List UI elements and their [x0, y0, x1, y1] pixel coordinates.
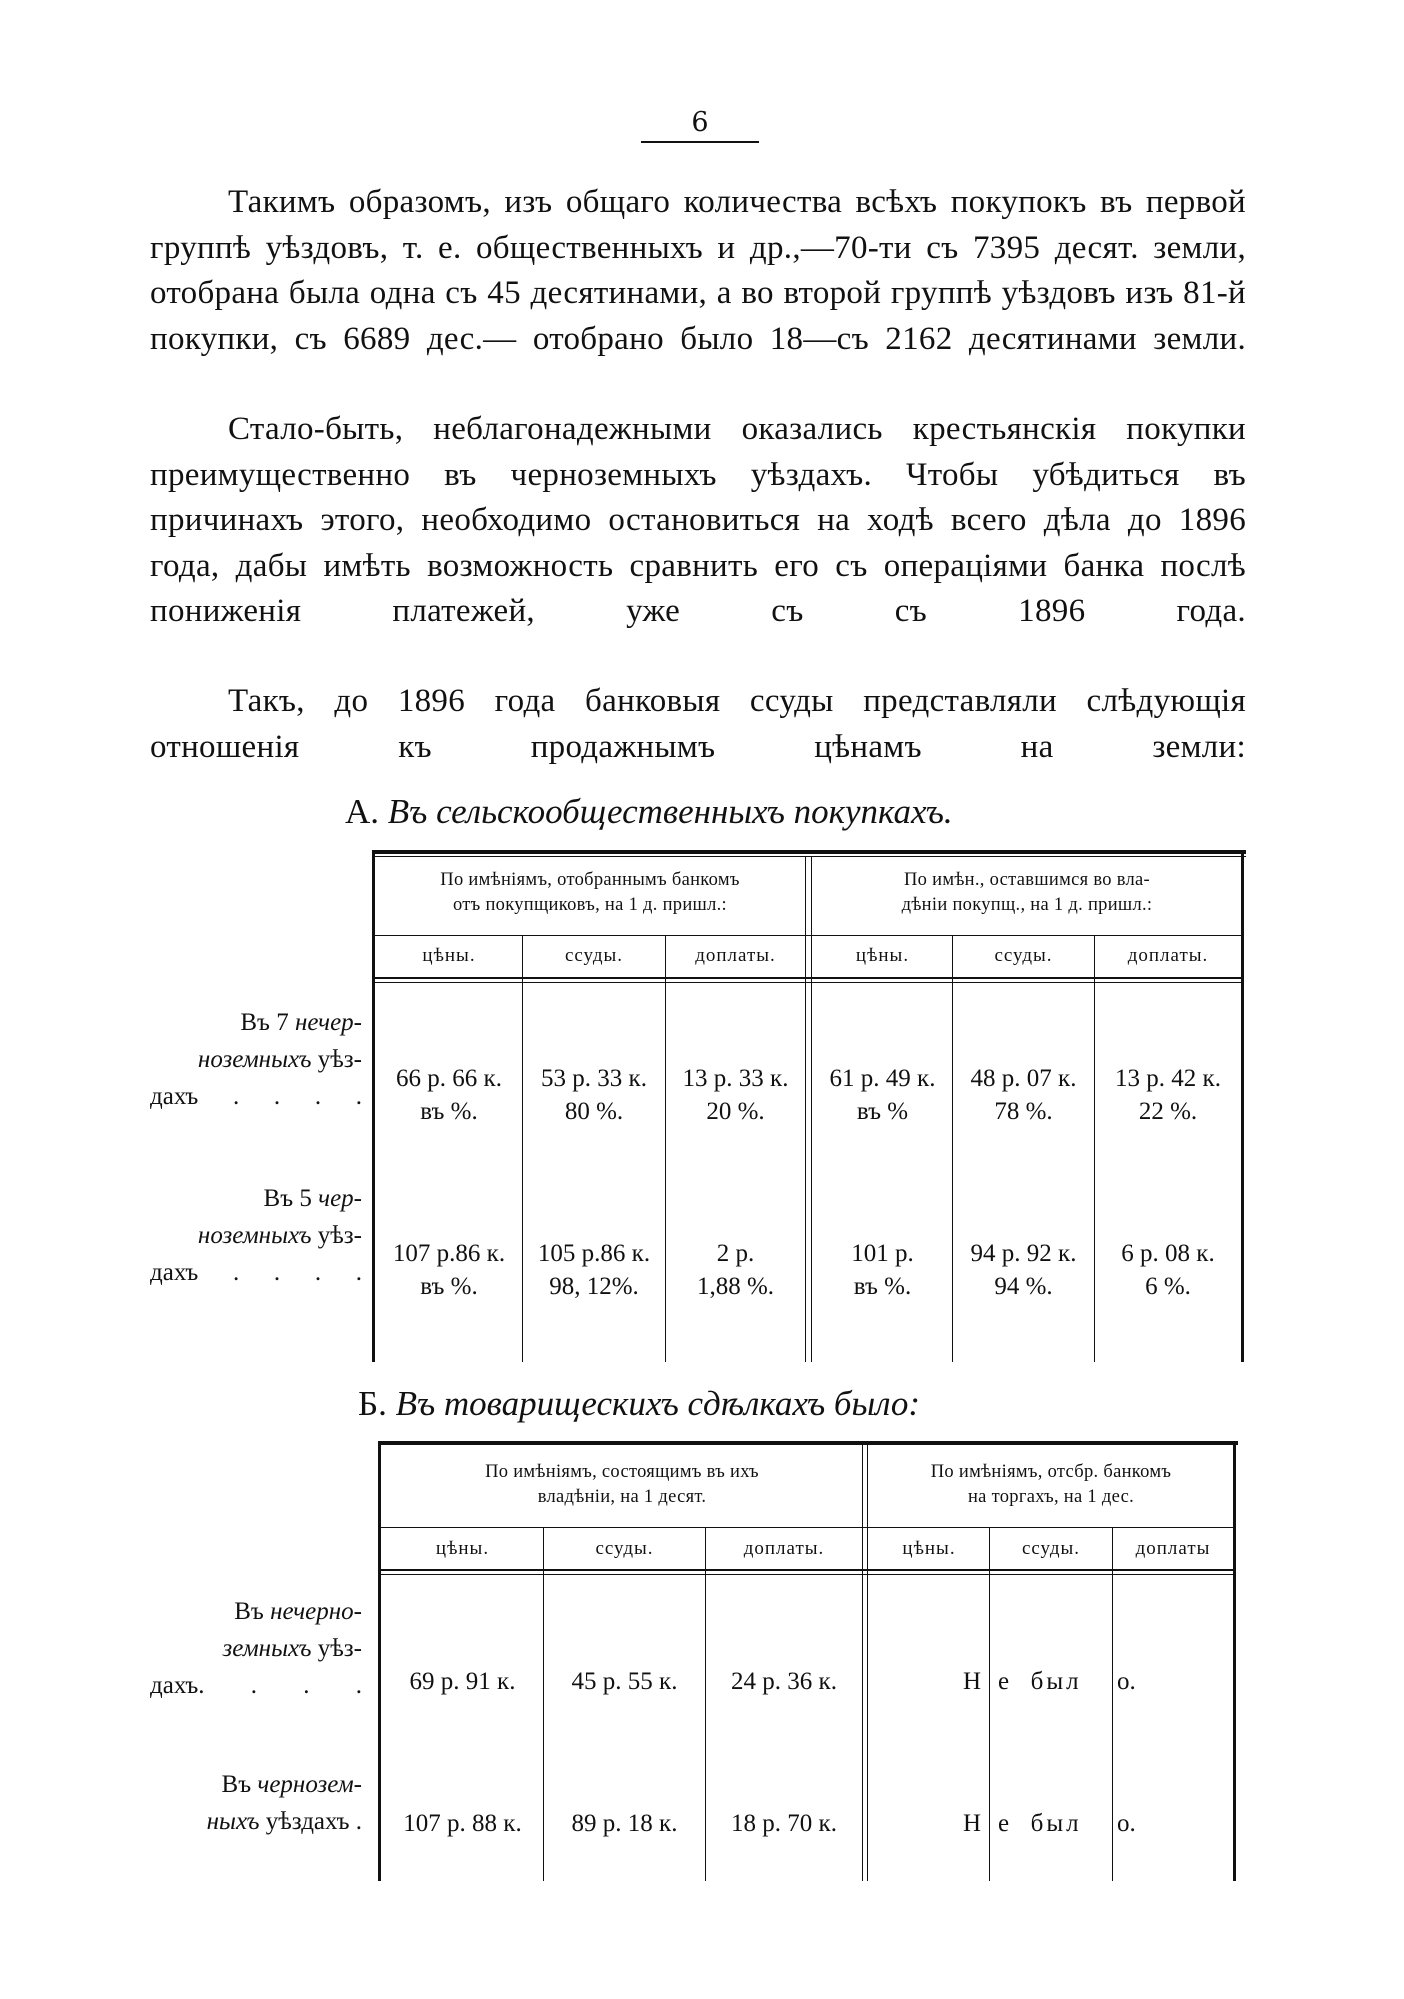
table-b-cell: 45 р. 55 к. — [571, 1668, 678, 1695]
cell-amount: 2 р. — [716, 1240, 755, 1267]
table-b-cell: 18 р. 70 к. — [731, 1810, 837, 1837]
table-a-caption: Въ сельскообщественныхъ покупкахъ. — [387, 792, 953, 831]
cell-percent: въ %. — [853, 1273, 912, 1300]
label-italic: чер- — [318, 1185, 362, 1212]
table-b-col-header: ссуды. — [595, 1538, 654, 1559]
label-italic: нечер- — [294, 1009, 362, 1036]
label-suffix: уѣз- — [317, 1635, 362, 1662]
table-b-group-header-1 — [382, 1460, 862, 1510]
label-prefix: Въ — [221, 1771, 252, 1798]
table-b-col-header: ссуды. — [1021, 1538, 1081, 1559]
label-italic: ныхъ — [206, 1808, 260, 1835]
group-header-line: дѣніи покупщ., на 1 д. пришл.: — [901, 895, 1153, 915]
cell-amount: 107 р.86 к. — [392, 1240, 506, 1267]
label-italic: ноземныхъ — [197, 1222, 312, 1249]
table-a-cell — [953, 1062, 1094, 1128]
table-a-cell — [666, 1237, 805, 1303]
label-italic: ноземныхъ — [197, 1046, 312, 1073]
label-italic: чернозем- — [257, 1771, 362, 1798]
cell-percent: 94 %. — [994, 1273, 1053, 1300]
table-a-row-label — [150, 1180, 362, 1291]
cell-percent: 6 %. — [1145, 1273, 1191, 1300]
table-b-group-header-2 — [869, 1460, 1233, 1510]
paragraph-text: Стало-быть, неблагонадежными оказались крестьянскія покупки преимущественно въ черноземныхъ уѣздахъ. Чтобы убѣдиться въ причинахъ этого, необходимо остановиться на ходѣ всего дѣла до 1896 года, дабы имѣть возможность сравнить его съ операціями банка послѣ пониженія платежей, уже съ съ 1896 года. — [150, 411, 1246, 629]
page-number-rule — [641, 141, 759, 143]
page-number: 6 — [691, 107, 709, 138]
cell-amount: 53 р. 33 к. — [541, 1065, 647, 1092]
table-a-cell — [523, 1237, 665, 1303]
table-a-group-header-2 — [813, 868, 1241, 918]
label-prefix: Въ 7 — [240, 1009, 289, 1036]
table-b-not-available-part: Н — [963, 1810, 982, 1837]
table-b-not-available-part: е был — [998, 1668, 1082, 1695]
paragraph-2 — [150, 407, 1246, 680]
table-a-letter: А. — [345, 792, 380, 831]
table-a-row-label — [150, 1004, 362, 1115]
paragraph-1 — [150, 180, 1246, 408]
table-a-col-header: ссуды. — [994, 945, 1053, 966]
group-header-line: По имѣн., оставшимся во вла- — [903, 870, 1151, 890]
table-a-col-header: доплаты. — [1127, 945, 1209, 966]
label-prefix: Въ — [234, 1598, 264, 1625]
label-italic: нечерно- — [270, 1598, 362, 1625]
label-suffix: уѣздахъ . — [265, 1808, 362, 1835]
table-a-cell — [953, 1237, 1094, 1303]
cell-percent: 98, 12%. — [549, 1273, 639, 1300]
table-b-col-header: цѣны. — [902, 1538, 956, 1559]
cell-amount: 66 р. 66 к. — [396, 1065, 502, 1092]
table-a-col-header: цѣны. — [422, 945, 476, 966]
cell-percent: 20 %. — [706, 1098, 765, 1125]
table-a-cell — [376, 1237, 522, 1303]
cell-percent: 1,88 %. — [696, 1273, 775, 1300]
paragraph-text: Такъ, до 1896 года банковыя ссуды представляли слѣдующія отношенія къ продажнымъ цѣнамъ на земли: — [150, 683, 1246, 765]
table-b-not-available-part: е был — [998, 1810, 1082, 1837]
table-a-col-header: доплаты. — [695, 945, 776, 966]
table-a-cell — [376, 1062, 522, 1128]
cell-amount: 48 р. 07 к. — [970, 1065, 1077, 1092]
table-b-row-label — [150, 1593, 362, 1704]
table-b-cell: 89 р. 18 к. — [571, 1810, 678, 1837]
cell-amount: 94 р. 92 к. — [970, 1240, 1077, 1267]
label-line: дахъ . . . . — [150, 1259, 362, 1286]
cell-amount: 6 р. 08 к. — [1121, 1240, 1215, 1267]
group-header-line: По имѣніямъ, отобраннымъ банкомъ — [440, 870, 740, 890]
table-a-cell — [813, 1237, 952, 1303]
paragraph-text: Такимъ образомъ, изъ общаго количества всѣхъ покупокъ въ первой группѣ уѣздовъ, т. е. общественныхъ и др.,—70-ти съ 7395 десят. земли, отобрана была одна съ 45 десятинами, а во второй группѣ уѣздовъ изъ 81-й покупки, съ 6689 дес.— отобрано было 18—съ 2162 десятинами земли. — [150, 184, 1246, 357]
table-a-cell — [523, 1062, 665, 1128]
cell-percent: въ %. — [420, 1098, 478, 1125]
cell-amount: 13 р. 33 к. — [682, 1065, 789, 1092]
table-b-cell: 24 р. 36 к. — [731, 1668, 837, 1695]
label-prefix: Въ 5 — [263, 1185, 312, 1212]
cell-percent: въ % — [856, 1098, 909, 1125]
label-italic: земныхъ — [222, 1635, 312, 1662]
table-a-cell — [813, 1062, 952, 1128]
label-suffix: уѣз- — [317, 1222, 362, 1249]
group-header-line: владѣніи, на 1 десят. — [537, 1487, 707, 1507]
table-a-col-header: цѣны. — [855, 945, 910, 966]
table-b-letter: Б. — [358, 1384, 387, 1423]
table-b-col-header: цѣны. — [435, 1538, 490, 1559]
cell-amount: 13 р. 42 к. — [1115, 1065, 1221, 1092]
group-header-line: По имѣніямъ, отсбр. банкомъ — [930, 1462, 1172, 1482]
label-line: дахъ. . . . — [150, 1672, 362, 1699]
table-b-not-available-part: о. — [1117, 1668, 1136, 1695]
table-b-col-header: доплаты. — [743, 1538, 825, 1559]
label-line: дахъ . . . . — [150, 1083, 362, 1110]
cell-amount: 101 р. — [851, 1240, 914, 1267]
group-header-line: отъ покупщиковъ, на 1 д. пришл.: — [452, 895, 727, 915]
cell-amount: 61 р. 49 к. — [829, 1065, 936, 1092]
table-a-col-header: ссуды. — [564, 945, 624, 966]
table-b-title — [358, 1384, 920, 1424]
table-b-caption: Въ товарищескихъ сдѣлкахъ было: — [395, 1384, 921, 1423]
table-a-cell — [1095, 1062, 1241, 1128]
cell-percent: 78 %. — [994, 1098, 1053, 1125]
cell-percent: въ %. — [420, 1273, 478, 1300]
table-a-cell — [666, 1062, 805, 1128]
table-b-cell: 69 р. 91 к. — [409, 1668, 516, 1695]
table-a-group-header-1 — [376, 868, 804, 918]
label-suffix: уѣз- — [317, 1046, 362, 1073]
group-header-line: на торгахъ, на 1 дес. — [967, 1487, 1135, 1507]
table-a-title — [345, 792, 953, 832]
cell-percent: 80 %. — [564, 1098, 624, 1125]
cell-percent: 22 %. — [1138, 1098, 1198, 1125]
table-b-col-header: доплаты — [1135, 1538, 1211, 1559]
table-b-cell: 107 р. 88 к. — [403, 1810, 522, 1837]
table-b-not-available-part: о. — [1117, 1810, 1136, 1837]
cell-amount: 105 р.86 к. — [537, 1240, 651, 1267]
table-b-not-available-part: Н — [963, 1668, 982, 1695]
table-b-row-label — [150, 1766, 362, 1840]
group-header-line: По имѣніямъ, состоящимъ въ ихъ — [485, 1462, 759, 1482]
table-a-cell — [1095, 1237, 1241, 1303]
